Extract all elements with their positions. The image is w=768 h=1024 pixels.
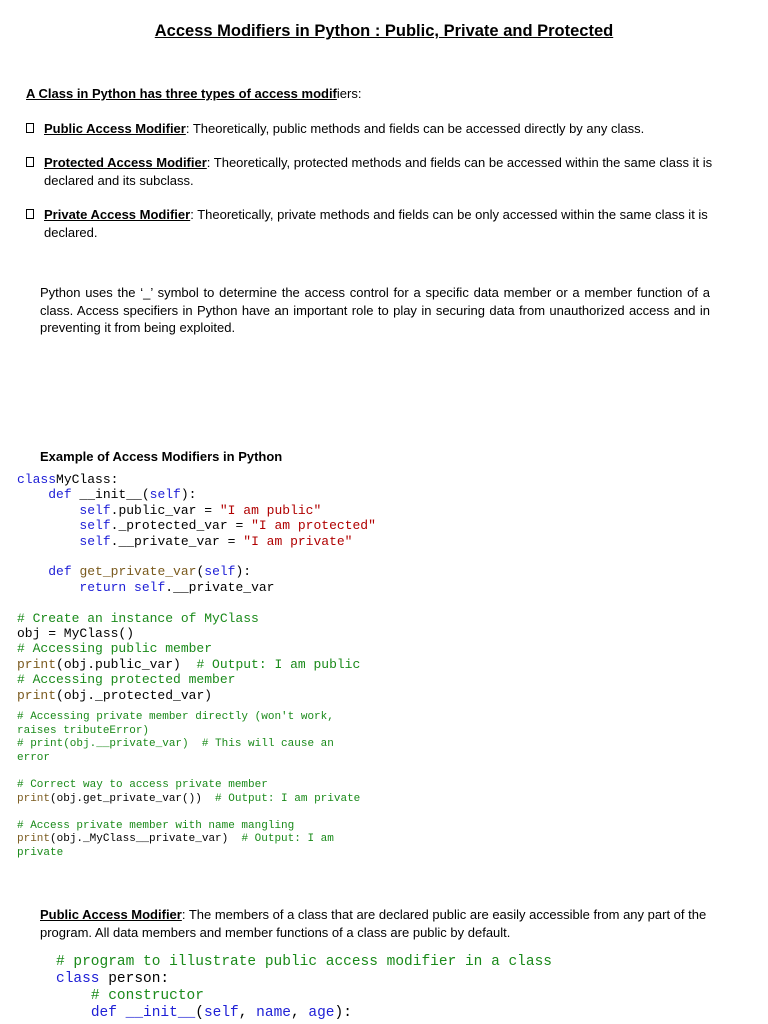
public-modifier-section [40, 906, 720, 941]
code-line: return self.__private_var [79, 579, 275, 595]
bullet-protected [26, 154, 726, 190]
checkbox-bullet-icon [26, 157, 34, 167]
code-line: print(obj._MyClass__private_var) # Output: I am [17, 833, 334, 846]
code-line: # Accessing public member [17, 641, 213, 657]
code-line: raises tributeError) [17, 724, 150, 737]
code-line: def get_private_var(self): [48, 564, 252, 580]
code-line: self.__private_var = "I am private" [79, 533, 353, 549]
code-line: print(obj._protected_var) [17, 687, 213, 703]
code-line: self.public_var = "I am public" [79, 502, 322, 518]
bullet-term: Public Access Modifier [44, 121, 186, 136]
code-line: self._protected_var = "I am protected" [79, 518, 376, 534]
bullet-private [26, 206, 726, 242]
bullet-public [26, 120, 726, 138]
checkbox-bullet-icon [26, 123, 34, 133]
bullet-text: : Theoretically, protected methods and fields can be accessed within the same class it is declared and its subclass. [44, 155, 713, 188]
code-line: # Create an instance of MyClass [17, 610, 259, 626]
document-title: Access Modifiers in Python : Public, Private and Protected [154, 22, 614, 40]
code-line: # Accessing protected member [17, 672, 236, 688]
bullet-text: : Theoretically, public methods and fields can be accessed directly by any class. [185, 121, 645, 136]
code-line: print(obj.get_private_var()) # Output: I am private [17, 792, 361, 805]
public-text: : The members of a class that are declared public are easily accessible from any part of the program. All data members and member functions of a class are public by default. [40, 907, 707, 940]
code-line: obj = MyClass() [17, 626, 135, 642]
bullet-term: Protected Access Modifier [44, 155, 207, 170]
code-line: # constructor [90, 988, 204, 1004]
code-line: # Correct way to access private member [17, 778, 268, 791]
python-underscore-paragraph: Python uses the ‘_’ symbol to determine the access control for a specific data member or a member function of a class. Access specifiers in Python have an important role to play in securing data from unauthorized access and in preventing it from being exploited. [40, 285, 710, 335]
code-line: # Accessing private member directly (won't work, [17, 711, 334, 723]
code-line: classMyClass: [17, 472, 119, 487]
code-block-public-example [56, 954, 552, 1022]
code-block-class-example [17, 472, 376, 703]
code-line: def __init__(self, name, age): [90, 1005, 352, 1021]
code-line: # print(obj.__private_var) # This will cause an [17, 738, 334, 751]
code-line: # Access private member with name mangling [17, 819, 295, 832]
code-line: def __init__(self): [48, 487, 197, 503]
example-heading: Example of Access Modifiers in Python [40, 449, 283, 464]
code-line: # program to illustrate public access modifier in a class [56, 954, 552, 970]
code-block-private-access [17, 711, 360, 861]
intro-line [26, 86, 361, 101]
code-line: print(obj.public_var) # Output: I am public [17, 656, 361, 672]
checkbox-bullet-icon [26, 209, 34, 219]
bullet-text: : Theoretically, private methods and fields can be only accessed within the same class it is declared. [44, 207, 708, 240]
bullet-term: Private Access Modifier [44, 207, 191, 222]
code-line: error [17, 751, 51, 764]
intro-rest: iers: [336, 86, 362, 101]
code-line: private [17, 846, 64, 859]
code-line: class person: [56, 971, 170, 987]
intro-underlined: A Class in Python has three types of access modif [26, 86, 337, 101]
public-term: Public Access Modifier [40, 907, 182, 922]
